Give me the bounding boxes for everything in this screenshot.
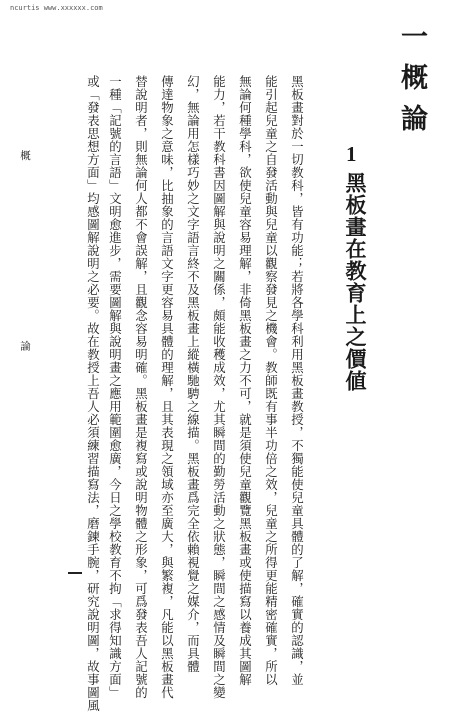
body-column-7: 替說明者，則無論何人都不會誤解，且觀念容易明確。黑板畫是複寫或說明物體之形象，可爲發表吾人記號的	[133, 75, 149, 699]
body-column-2: 能引起兒童之自發活動與兒童以觀察發見之機會。教師既有事半功倍之效，兒童之所得更能精密確實，所以	[263, 75, 279, 686]
chapter-title: 一概論	[396, 22, 427, 145]
page-foot-mark	[68, 572, 82, 574]
body-column-3: 無論何種學科，欲使兒童容易理解，非倚黑板畫之力不可，就是須使兒童觀覽黑板畫或使描寫以養成其圖解	[237, 75, 253, 686]
body-column-4: 能力，若干教科書因圖解與說明之關係，頗能收穫成效，尤其瞬間的勤勞活動之狀態，瞬間之感情及瞬間之變	[211, 75, 227, 699]
running-head: 概論	[19, 150, 31, 531]
body-column-1: 黑板畫對於一切教科，皆有功能；若將各學科利用黑板畫教授，不獨能使兒童具體的了解，確實的認識，並	[289, 75, 305, 686]
section-title: 黑板畫在教育上之價値	[343, 172, 368, 392]
section-number: 1	[346, 142, 357, 166]
body-column-9: 或「發表思想方面」均感圖解說明之必要。故在教授上吾人必須練習描寫法，磨鍊手腕，研究說明圖，故事圖風	[85, 75, 101, 712]
body-column-8: 一種「記號的言語」文明愈進步，需要圖解與說明畫之應用範圍愈廣，今日之學校教育不拘「求得知識方面」	[107, 75, 123, 699]
body-column-5: 幻，無論用怎樣巧妙之文字語言終不及黑板畫上縱橫馳騁之線描。黑板畫爲完全依賴視覺之媒介，而具體	[185, 75, 201, 673]
scan-header-tag: ncurtis www.xxxxxx.com	[10, 4, 103, 12]
body-column-6: 傳達物象之意味，比抽象的言語文字更容易具體的理解，且其表現之領域亦至廣大，與繁複，凡能以黑板畫代	[159, 75, 175, 699]
